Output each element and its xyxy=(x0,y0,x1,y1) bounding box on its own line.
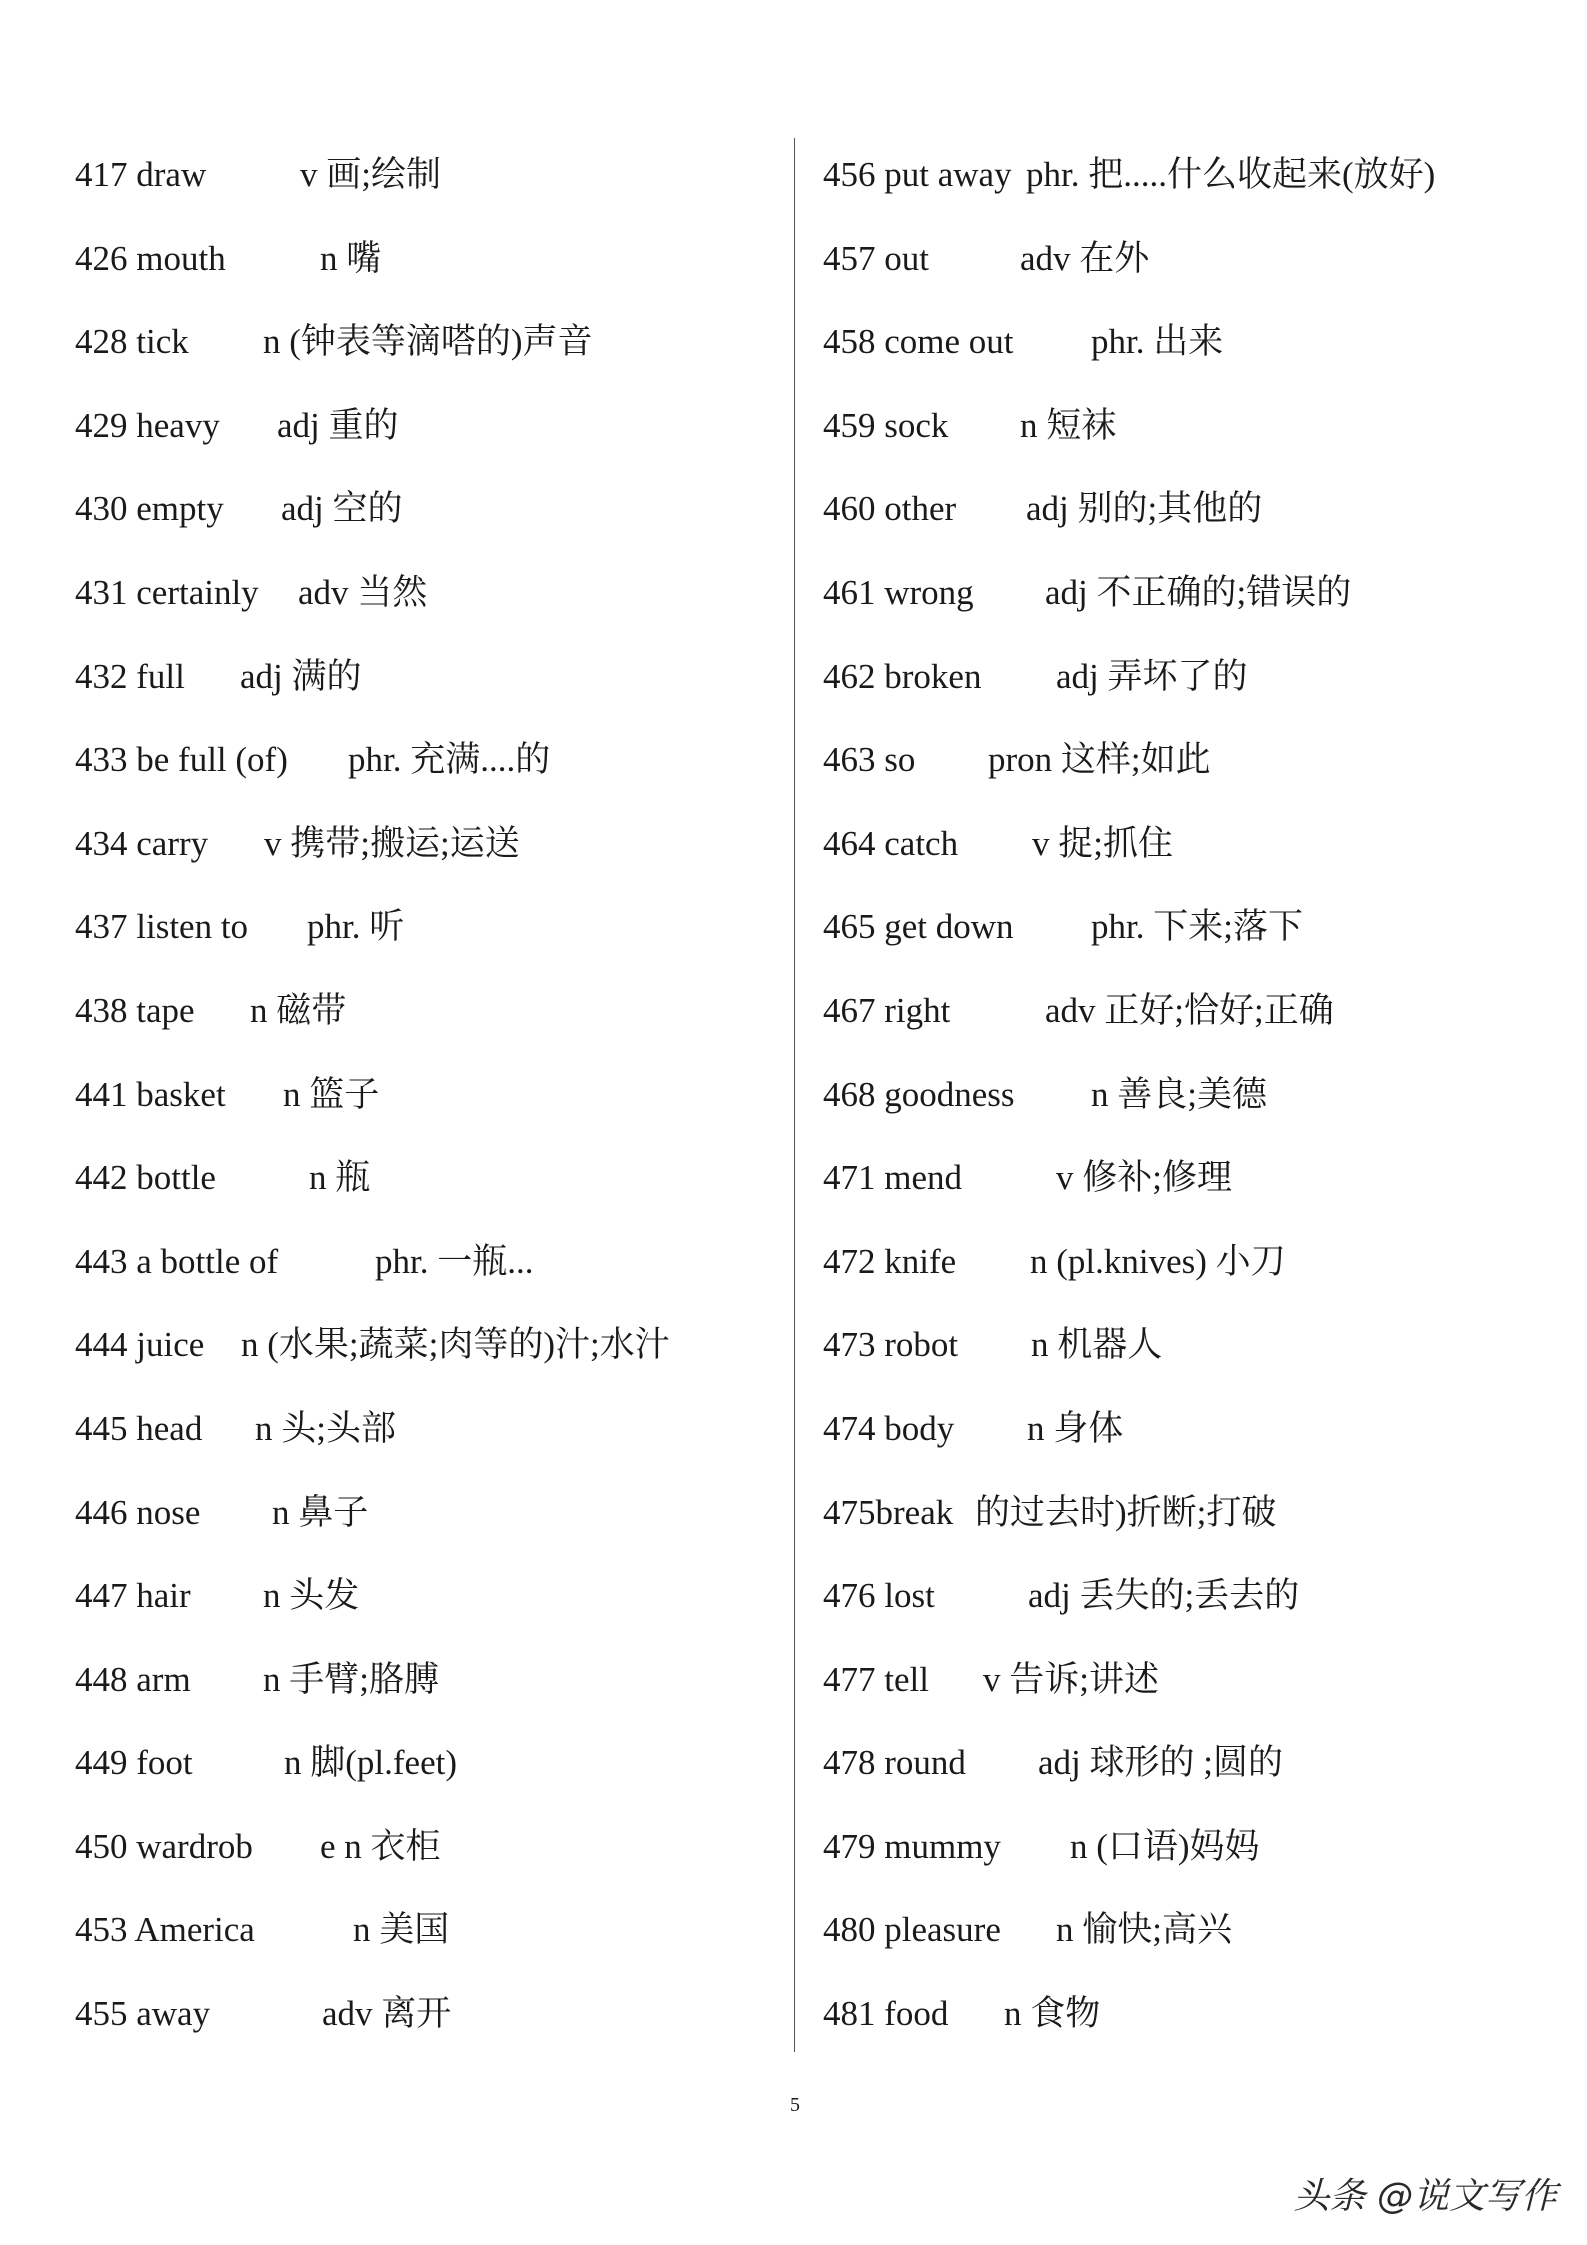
vocab-definition: adv 离开 xyxy=(322,1994,452,2034)
vocab-row xyxy=(823,1325,1563,1409)
right-vocab-column xyxy=(823,155,1563,2078)
vocab-word: 429 heavy xyxy=(75,405,220,445)
vocab-word: 453 America xyxy=(75,1910,255,1950)
vocab-word: 473 robot xyxy=(823,1325,959,1365)
vocab-definition: phr. 下来;落下 xyxy=(1091,907,1303,947)
vocab-row xyxy=(823,1158,1563,1242)
vocab-word: 448 arm xyxy=(75,1659,191,1699)
vocab-row xyxy=(75,991,775,1075)
vocab-word: 455 away xyxy=(75,1994,211,2034)
vocab-word: 437 listen to xyxy=(75,907,249,947)
vocab-row xyxy=(823,322,1563,406)
vocab-word: 460 other xyxy=(823,489,957,529)
vocab-row xyxy=(75,573,775,657)
vocab-definition: n (pl.knives) 小刀 xyxy=(1030,1241,1286,1281)
vocab-word: 465 get down xyxy=(823,907,1014,947)
vocab-word: 459 sock xyxy=(823,405,949,445)
vocab-word: 471 mend xyxy=(823,1158,963,1198)
vocab-definition: adv 正好;恰好;正确 xyxy=(1045,990,1334,1030)
vocab-row xyxy=(75,1409,775,1493)
vocab-definition: pron 这样;如此 xyxy=(988,740,1211,780)
vocab-row xyxy=(75,1158,775,1242)
vocab-word: 438 tape xyxy=(75,990,195,1030)
vocab-definition: n (钟表等滴嗒的)声音 xyxy=(263,322,593,362)
vocab-word: 458 come out xyxy=(823,322,1014,362)
vocab-row xyxy=(75,1075,775,1159)
vocab-definition: n 机器人 xyxy=(1031,1325,1163,1365)
vocab-row xyxy=(75,239,775,323)
vocab-row xyxy=(823,1242,1563,1326)
vocab-row xyxy=(823,1660,1563,1744)
vocab-word: 477 tell xyxy=(823,1659,929,1699)
vocab-row xyxy=(75,907,775,991)
vocab-word: 432 full xyxy=(75,656,185,696)
vocab-row xyxy=(75,1910,775,1994)
vocab-definition: v 携带;搬运;运送 xyxy=(264,823,520,863)
vocab-definition: phr. 一瓶... xyxy=(375,1241,534,1281)
vocab-word: 480 pleasure xyxy=(823,1910,1001,1950)
vocab-definition: n 手臂;胳膊 xyxy=(263,1659,439,1699)
vocab-word: 478 round xyxy=(823,1743,966,1783)
vocab-row xyxy=(823,1075,1563,1159)
vocab-row xyxy=(75,1660,775,1744)
vocab-row xyxy=(823,1994,1563,2078)
vocab-row xyxy=(75,322,775,406)
vocab-definition: n 头发 xyxy=(263,1576,360,1616)
vocab-row xyxy=(823,1910,1563,1994)
vocab-row xyxy=(75,1325,775,1409)
column-divider xyxy=(794,138,795,2052)
vocab-definition: n (水果;蔬菜;肉等的)汁;水汁 xyxy=(241,1325,670,1365)
vocab-row xyxy=(75,1994,775,2078)
vocab-word: 481 food xyxy=(823,1994,949,2034)
vocab-word: 476 lost xyxy=(823,1576,935,1616)
vocab-row xyxy=(823,1827,1563,1911)
vocab-word: 464 catch xyxy=(823,823,959,863)
vocab-word: 467 right xyxy=(823,990,951,1030)
vocab-definition: e n 衣柜 xyxy=(320,1826,441,1866)
vocab-definition: adj 弄坏了的 xyxy=(1056,656,1248,696)
vocab-row xyxy=(75,657,775,741)
vocab-definition: n 嘴 xyxy=(320,238,382,278)
vocab-definition: adj 不正确的;错误的 xyxy=(1045,572,1352,612)
vocab-definition: adj 丢失的;丢去的 xyxy=(1028,1576,1300,1616)
vocab-definition: adj 别的;其他的 xyxy=(1026,489,1263,529)
vocab-definition: n (口语)妈妈 xyxy=(1070,1826,1260,1866)
vocab-definition: adv 当然 xyxy=(298,572,428,612)
vocab-row xyxy=(823,657,1563,741)
vocab-definition: n 短袜 xyxy=(1020,405,1117,445)
vocab-row xyxy=(75,155,775,239)
vocab-row xyxy=(823,1576,1563,1660)
vocab-row xyxy=(823,1743,1563,1827)
vocab-word: 463 so xyxy=(823,740,916,780)
vocab-definition: phr. 把.....什么收起来(放好) xyxy=(1026,155,1436,194)
vocab-definition: v 捉;抓住 xyxy=(1032,823,1173,863)
vocab-definition: adj 球形的 ;圆的 xyxy=(1038,1743,1283,1783)
vocab-definition: v 告诉;讲述 xyxy=(983,1659,1159,1699)
vocab-definition: adj 空的 xyxy=(281,489,403,529)
vocab-row xyxy=(823,573,1563,657)
source-watermark: 头条 @说文写作 xyxy=(1293,2176,1557,2217)
vocab-word: 456 put away xyxy=(823,155,1012,194)
vocab-definition: n 磁带 xyxy=(250,990,347,1030)
vocab-row xyxy=(823,406,1563,490)
vocab-row xyxy=(75,1576,775,1660)
vocab-word: 433 be full (of) xyxy=(75,740,288,780)
vocab-definition: phr. 出来 xyxy=(1091,322,1224,362)
vocab-definition: n 脚(pl.feet) xyxy=(284,1743,457,1783)
vocab-definition: adj 满的 xyxy=(240,656,362,696)
vocab-word: 479 mummy xyxy=(823,1826,1001,1866)
vocab-word: 450 wardrob xyxy=(75,1826,253,1866)
vocab-definition: n 美国 xyxy=(353,1910,450,1950)
vocab-word: 474 body xyxy=(823,1408,955,1448)
vocab-word: 447 hair xyxy=(75,1576,191,1616)
vocab-row xyxy=(75,1242,775,1326)
vocab-word: 428 tick xyxy=(75,322,189,362)
vocab-word: 446 nose xyxy=(75,1492,201,1532)
vocab-definition: v 画;绘制 xyxy=(300,155,441,194)
vocab-definition: n 瓶 xyxy=(309,1158,371,1198)
vocab-word: 443 a bottle of xyxy=(75,1241,279,1281)
vocab-definition: v 修补;修理 xyxy=(1056,1158,1232,1198)
vocab-definition: n 身体 xyxy=(1027,1408,1124,1448)
vocab-word: 449 foot xyxy=(75,1743,193,1783)
vocab-definition: n 食物 xyxy=(1004,1994,1101,2034)
vocab-row xyxy=(823,824,1563,908)
vocab-definition: n 善良;美德 xyxy=(1091,1074,1267,1114)
vocab-row xyxy=(823,155,1563,239)
vocab-row xyxy=(823,907,1563,991)
vocab-row xyxy=(75,406,775,490)
vocab-word: 468 goodness xyxy=(823,1074,1015,1114)
vocab-row xyxy=(823,239,1563,323)
vocab-row xyxy=(75,489,775,573)
vocab-row xyxy=(823,1493,1563,1577)
vocab-definition: n 愉快;高兴 xyxy=(1056,1910,1232,1950)
vocab-definition: 的过去时)折断;打破 xyxy=(975,1492,1277,1532)
vocab-row xyxy=(75,1493,775,1577)
vocab-row xyxy=(75,824,775,908)
vocab-row xyxy=(75,740,775,824)
vocab-word: 461 wrong xyxy=(823,572,974,612)
vocab-word: 475break xyxy=(823,1492,954,1532)
vocab-row xyxy=(823,740,1563,824)
vocab-row xyxy=(75,1827,775,1911)
vocab-row xyxy=(823,489,1563,573)
vocab-word: 442 bottle xyxy=(75,1158,216,1198)
vocab-word: 426 mouth xyxy=(75,238,226,278)
vocab-word: 472 knife xyxy=(823,1241,957,1281)
left-vocab-column xyxy=(75,155,775,2078)
vocab-word: 441 basket xyxy=(75,1074,226,1114)
vocab-definition: phr. 充满....的 xyxy=(348,740,551,780)
vocab-definition: adv 在外 xyxy=(1020,238,1150,278)
vocab-word: 444 juice xyxy=(75,1325,205,1365)
vocab-word: 445 head xyxy=(75,1408,203,1448)
vocab-definition: adj 重的 xyxy=(277,405,399,445)
vocab-definition: phr. 听 xyxy=(307,907,405,947)
vocab-word: 417 draw xyxy=(75,155,207,194)
vocab-definition: n 头;头部 xyxy=(255,1408,396,1448)
vocab-row xyxy=(75,1743,775,1827)
vocab-definition: n 鼻子 xyxy=(272,1492,369,1532)
vocab-row xyxy=(823,991,1563,1075)
vocab-word: 434 carry xyxy=(75,823,209,863)
vocab-word: 462 broken xyxy=(823,656,982,696)
vocab-word: 430 empty xyxy=(75,489,224,529)
page-number: 5 xyxy=(790,2094,800,2116)
vocab-word: 457 out xyxy=(823,238,929,278)
vocab-row xyxy=(823,1409,1563,1493)
vocab-definition: n 篮子 xyxy=(283,1074,380,1114)
vocab-word: 431 certainly xyxy=(75,572,259,612)
